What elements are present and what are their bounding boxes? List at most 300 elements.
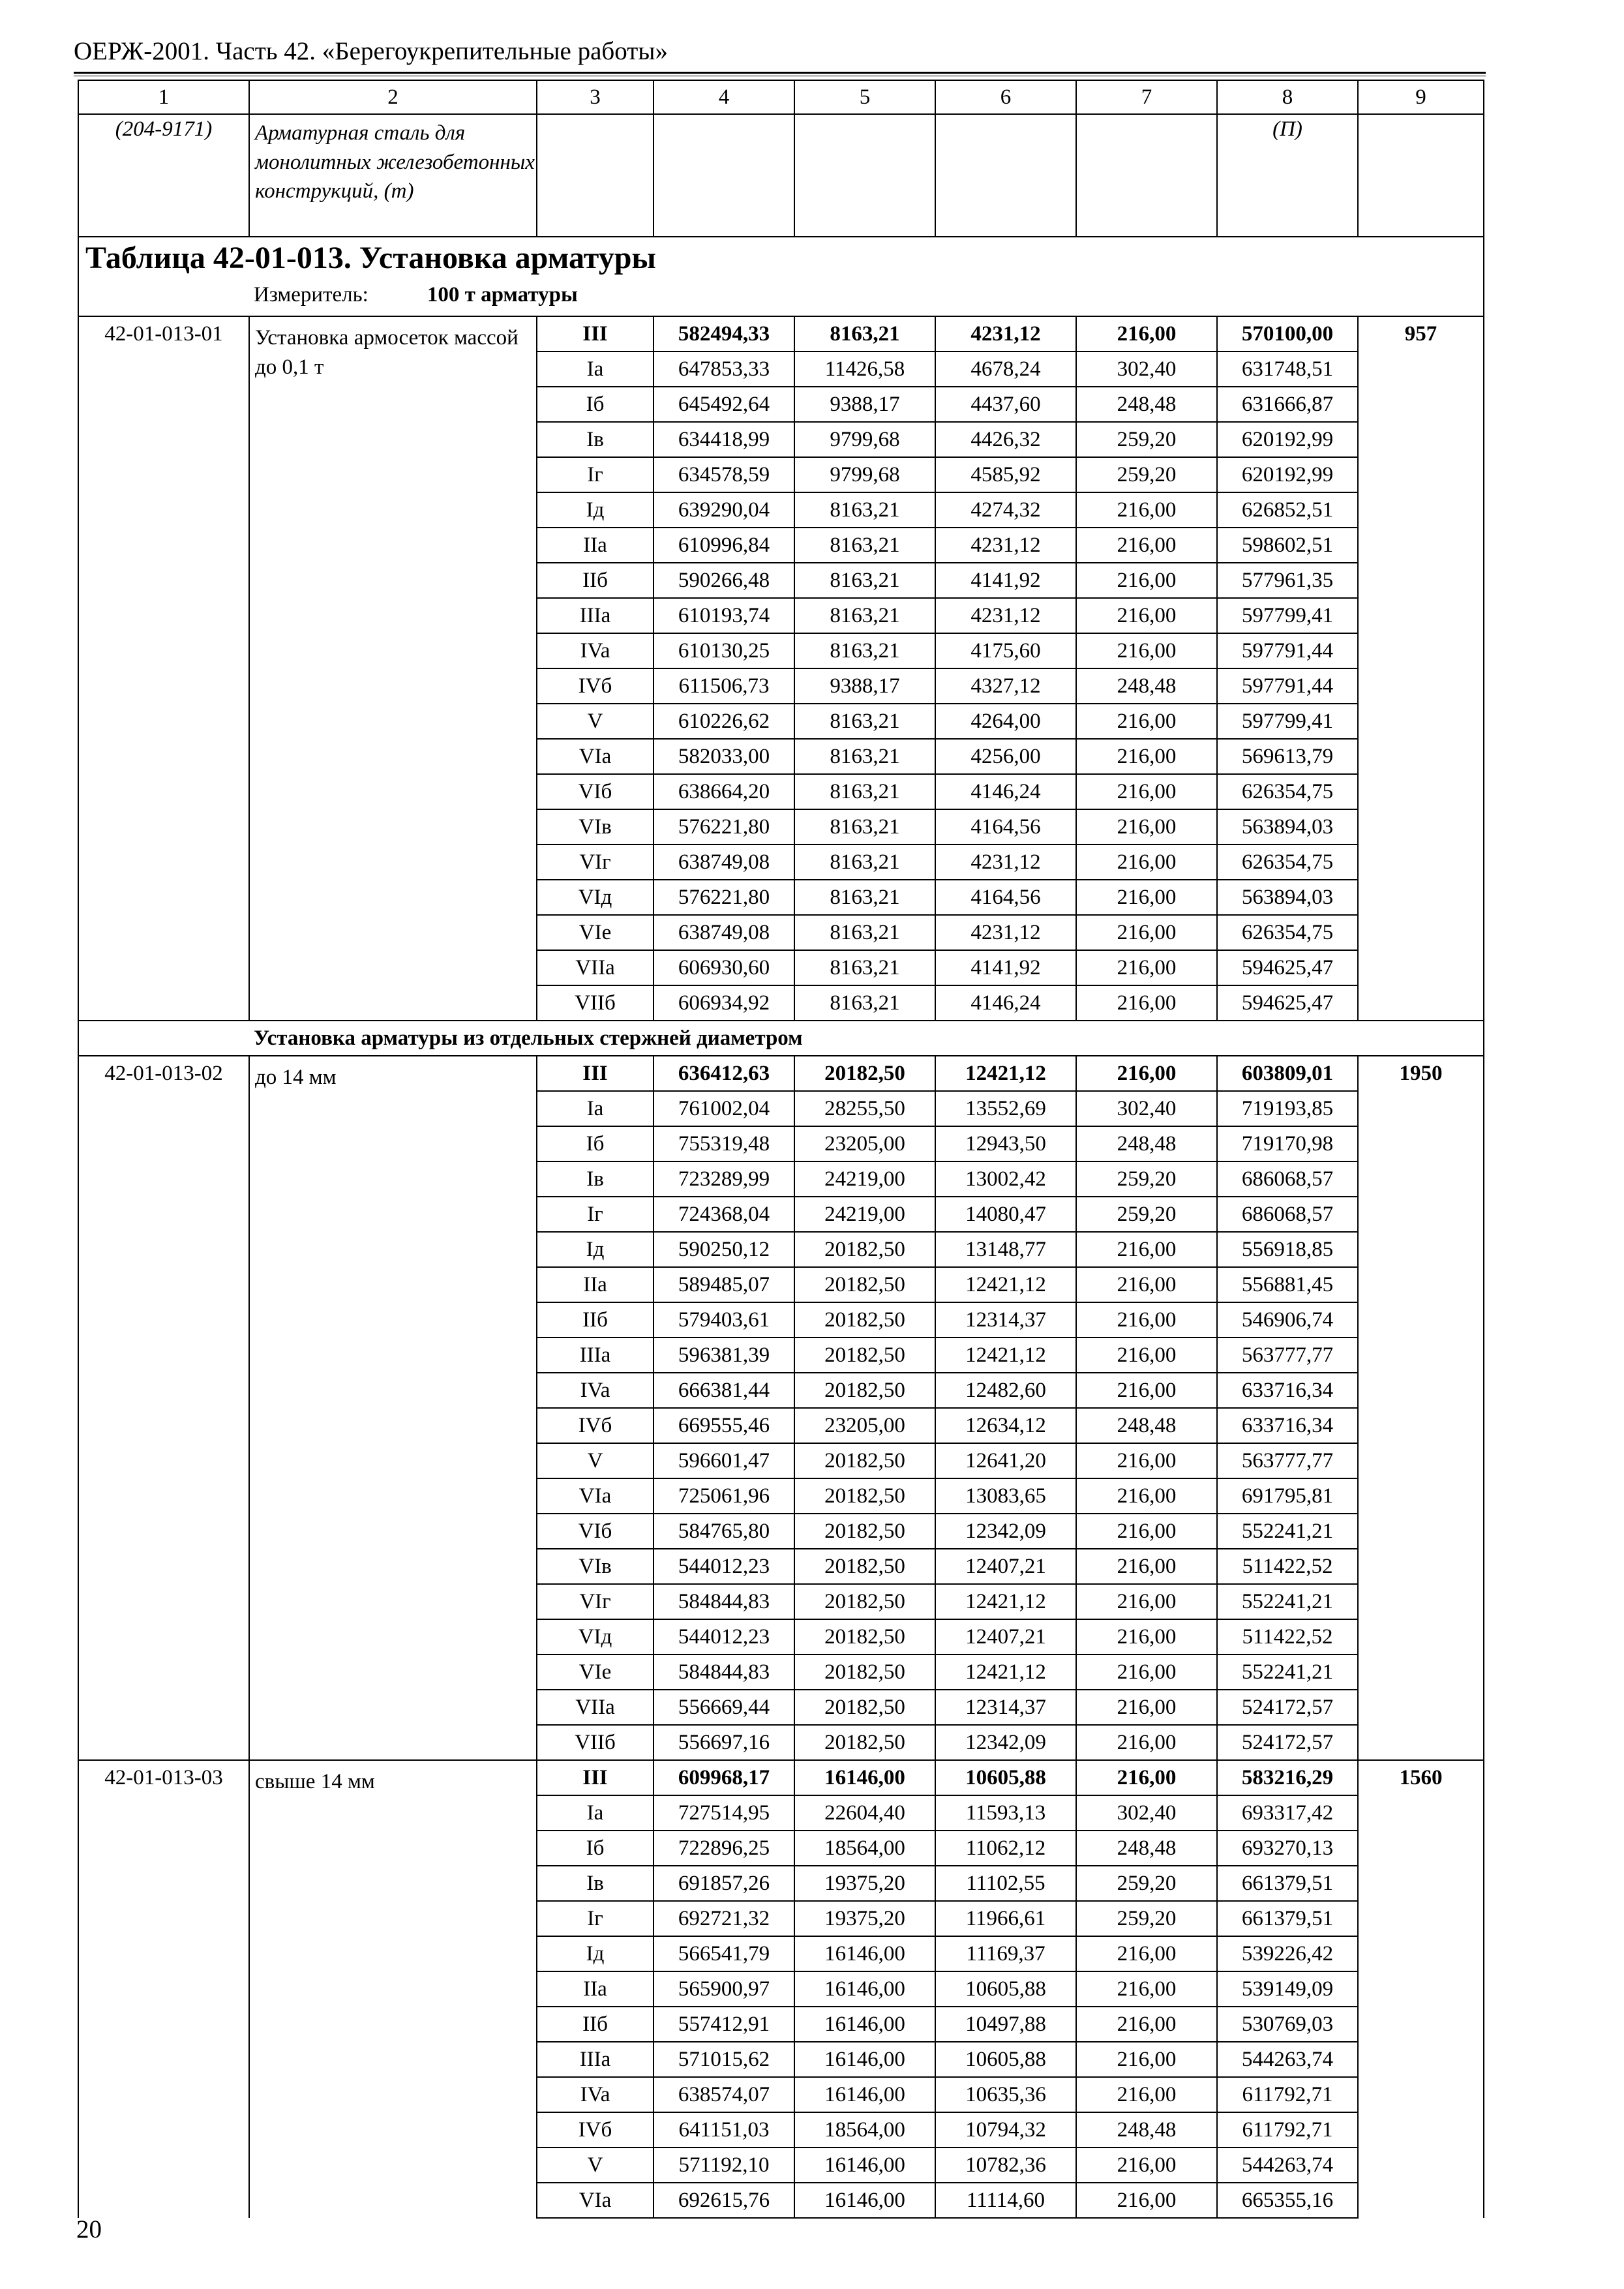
cell-zone: Iг [537, 1197, 654, 1232]
cell-materials: 552241,21 [1217, 1654, 1358, 1690]
cell-total: 645492,64 [654, 387, 794, 422]
cell-wages: 8163,21 [794, 950, 935, 985]
cell-wages: 16146,00 [794, 2007, 935, 2042]
cell-machines: 13552,69 [935, 1091, 1076, 1126]
cell-wages: 16146,00 [794, 1971, 935, 2007]
cell-wages: 8163,21 [794, 528, 935, 563]
cell-operator-wages: 216,00 [1076, 1549, 1217, 1584]
cell-zone: VIa [537, 739, 654, 774]
cell-operator-wages: 216,00 [1076, 1936, 1217, 1971]
cell-operator-wages: 216,00 [1076, 598, 1217, 633]
cell-materials: 719170,98 [1217, 1126, 1358, 1161]
cell-operator-wages: 216,00 [1076, 563, 1217, 598]
cell-wages: 20182,50 [794, 1584, 935, 1619]
cell-materials: 594625,47 [1217, 985, 1358, 1021]
cell-machines: 4327,12 [935, 668, 1076, 704]
cell-wages: 8163,21 [794, 492, 935, 528]
cell-wages: 8163,21 [794, 563, 935, 598]
cell-total: 761002,04 [654, 1091, 794, 1126]
cell-materials: 563894,03 [1217, 880, 1358, 915]
cell-machines: 4231,12 [935, 316, 1076, 352]
cell-operator-wages: 216,00 [1076, 915, 1217, 950]
cell-machines: 12641,20 [935, 1443, 1076, 1478]
cell-machines: 4264,00 [935, 704, 1076, 739]
material-row [78, 114, 1484, 237]
cell-materials: 661379,51 [1217, 1901, 1358, 1936]
cell-operator-wages: 216,00 [1076, 1654, 1217, 1690]
measure-label: Измеритель: [254, 283, 368, 307]
cell-machines: 10605,88 [935, 1760, 1076, 1795]
cell-wages: 20182,50 [794, 1302, 935, 1338]
cell-wages: 8163,21 [794, 809, 935, 845]
cell-machines: 12314,37 [935, 1690, 1076, 1725]
cell-zone: VIд [537, 880, 654, 915]
cell-wages: 20182,50 [794, 1514, 935, 1549]
cell-wages: 28255,50 [794, 1091, 935, 1126]
rate-description: до 14 мм [249, 1056, 537, 1760]
cell-operator-wages: 216,00 [1076, 1725, 1217, 1760]
cell-operator-wages: 216,00 [1076, 1584, 1217, 1619]
cell-operator-wages: 216,00 [1076, 1443, 1217, 1478]
cell-zone: Iд [537, 1936, 654, 1971]
cell-zone: VIIa [537, 1690, 654, 1725]
cell-operator-wages: 259,20 [1076, 1161, 1217, 1197]
cell-zone: Iб [537, 1831, 654, 1866]
cell-materials: 633716,34 [1217, 1373, 1358, 1408]
cell-zone: Ia [537, 352, 654, 387]
cell-zone: V [537, 2147, 654, 2183]
cell-total: 691857,26 [654, 1866, 794, 1901]
cell-total: 610193,74 [654, 598, 794, 633]
cell-operator-wages: 216,00 [1076, 1971, 1217, 2007]
cell-machines: 11966,61 [935, 1901, 1076, 1936]
cell-zone: VIв [537, 1549, 654, 1584]
col-number: 2 [249, 80, 537, 114]
cell-total: 610130,25 [654, 633, 794, 668]
cell-zone: VIIб [537, 985, 654, 1021]
cell-zone: IIб [537, 2007, 654, 2042]
cell-zone: IVa [537, 633, 654, 668]
cell-materials: 539149,09 [1217, 1971, 1358, 2007]
cell-total: 611506,73 [654, 668, 794, 704]
col-number: 6 [935, 80, 1076, 114]
cell-zone: V [537, 704, 654, 739]
cell-machines: 4231,12 [935, 915, 1076, 950]
cell-total: 639290,04 [654, 492, 794, 528]
cell-total: 565900,97 [654, 1971, 794, 2007]
cell-materials: 686068,57 [1217, 1161, 1358, 1197]
cell-total: 589485,07 [654, 1267, 794, 1302]
cell-materials: 597791,44 [1217, 668, 1358, 704]
cell-total: 596381,39 [654, 1338, 794, 1373]
cell-materials: 626852,51 [1217, 492, 1358, 528]
cell-materials: 693270,13 [1217, 1831, 1358, 1866]
cell-zone: Iд [537, 492, 654, 528]
cell-materials: 544263,74 [1217, 2042, 1358, 2077]
cell-total: 647853,33 [654, 352, 794, 387]
cell-machines: 11062,12 [935, 1831, 1076, 1866]
cell-wages: 9388,17 [794, 387, 935, 422]
cell-zone: Iв [537, 422, 654, 457]
cell-wages: 16146,00 [794, 2077, 935, 2112]
cell-wages: 8163,21 [794, 633, 935, 668]
cell-materials: 546906,74 [1217, 1302, 1358, 1338]
material-desc: Арматурная сталь для монолитных железобетонных конструкций, (т) [249, 114, 537, 237]
cell-machines: 4437,60 [935, 387, 1076, 422]
cell-total: 638749,08 [654, 915, 794, 950]
cell-machines: 12421,12 [935, 1056, 1076, 1091]
cell-materials: 563777,77 [1217, 1443, 1358, 1478]
cell-materials: 631666,87 [1217, 387, 1358, 422]
cell-operator-wages: 248,48 [1076, 1831, 1217, 1866]
cell-materials: 719193,85 [1217, 1091, 1358, 1126]
cell-operator-wages: 259,20 [1076, 1901, 1217, 1936]
header-rule [74, 72, 1486, 74]
cell-machines: 14080,47 [935, 1197, 1076, 1232]
cell-zone: VIe [537, 915, 654, 950]
cell-zone: IIa [537, 528, 654, 563]
cell-machines: 12421,12 [935, 1267, 1076, 1302]
price-table [78, 80, 1484, 2219]
cell-materials: 665355,16 [1217, 2183, 1358, 2218]
cell-materials: 556918,85 [1217, 1232, 1358, 1267]
cell-machines: 12421,12 [935, 1338, 1076, 1373]
cell-total: 725061,96 [654, 1478, 794, 1514]
cell-wages: 20182,50 [794, 1725, 935, 1760]
rate-code: 42-01-013-01 [78, 316, 249, 1021]
cell-wages: 8163,21 [794, 598, 935, 633]
cell-wages: 20182,50 [794, 1232, 935, 1267]
cell-machines: 11102,55 [935, 1866, 1076, 1901]
rate-description: свыше 14 мм [249, 1760, 537, 2218]
cell-materials: 563777,77 [1217, 1338, 1358, 1373]
cell-zone: IVa [537, 1373, 654, 1408]
cell-zone: Ia [537, 1795, 654, 1831]
cell-total: 582033,00 [654, 739, 794, 774]
cell-materials: 597799,41 [1217, 704, 1358, 739]
cell-machines: 4426,32 [935, 422, 1076, 457]
cell-operator-wages: 216,00 [1076, 2042, 1217, 2077]
cell-wages: 9799,68 [794, 422, 935, 457]
cell-operator-wages: 216,00 [1076, 809, 1217, 845]
cell-materials: 594625,47 [1217, 950, 1358, 985]
cell-total: 724368,04 [654, 1197, 794, 1232]
cell-materials: 570100,00 [1217, 316, 1358, 352]
rate-description: Установка армосеток массой до 0,1 т [249, 316, 537, 1021]
rate-code: 42-01-013-03 [78, 1760, 249, 2218]
cell-operator-wages: 216,00 [1076, 528, 1217, 563]
cell-machines: 12407,21 [935, 1549, 1076, 1584]
cell-machines: 10794,32 [935, 2112, 1076, 2147]
cell-total: 571192,10 [654, 2147, 794, 2183]
cell-operator-wages: 259,20 [1076, 457, 1217, 492]
measure-value: 100 т арматуры [427, 283, 578, 307]
cell-operator-wages: 302,40 [1076, 352, 1217, 387]
cell-materials: 631748,51 [1217, 352, 1358, 387]
col-number: 3 [537, 80, 654, 114]
cell-machines: 10605,88 [935, 2042, 1076, 2077]
cell-machines: 12421,12 [935, 1654, 1076, 1690]
cell-zone: IIa [537, 1267, 654, 1302]
cell-zone: IVa [537, 2077, 654, 2112]
cell-wages: 8163,21 [794, 845, 935, 880]
cell-machines: 4274,32 [935, 492, 1076, 528]
cell-machines: 4585,92 [935, 457, 1076, 492]
cell-zone: VIг [537, 845, 654, 880]
cell-wages: 8163,21 [794, 915, 935, 950]
col-number: 7 [1076, 80, 1217, 114]
cell-machines: 10497,88 [935, 2007, 1076, 2042]
col-number: 4 [654, 80, 794, 114]
cell-materials: 611792,71 [1217, 2112, 1358, 2147]
cell-machines: 12407,21 [935, 1619, 1076, 1654]
cell-wages: 16146,00 [794, 2042, 935, 2077]
cell-operator-wages: 216,00 [1076, 1056, 1217, 1091]
table-title: Таблица 42-01-013. Установка арматуры [85, 241, 656, 275]
cell-operator-wages: 248,48 [1076, 1408, 1217, 1443]
labor-cost: 1950 [1358, 1056, 1484, 1760]
cell-wages: 8163,21 [794, 774, 935, 809]
column-number-row [78, 80, 1484, 114]
cell-total: 582494,33 [654, 316, 794, 352]
labor-cost: 957 [1358, 316, 1484, 1021]
cell-total: 634418,99 [654, 422, 794, 457]
cell-operator-wages: 259,20 [1076, 422, 1217, 457]
cell-operator-wages: 216,00 [1076, 1267, 1217, 1302]
cell-machines: 10635,36 [935, 2077, 1076, 2112]
cell-total: 556697,16 [654, 1725, 794, 1760]
cell-machines: 4141,92 [935, 563, 1076, 598]
cell-machines: 4164,56 [935, 880, 1076, 915]
cell-zone: III [537, 316, 654, 352]
cell-materials: 633716,34 [1217, 1408, 1358, 1443]
cell-zone: IIIa [537, 1338, 654, 1373]
cell-materials: 626354,75 [1217, 845, 1358, 880]
cell-zone: Iг [537, 1901, 654, 1936]
cell-zone: IIб [537, 1302, 654, 1338]
cell-machines: 12342,09 [935, 1725, 1076, 1760]
cell-zone: Iг [537, 457, 654, 492]
cell-total: 566541,79 [654, 1936, 794, 1971]
cell-machines: 4231,12 [935, 528, 1076, 563]
cell-zone: VIe [537, 1654, 654, 1690]
cell-operator-wages: 216,00 [1076, 985, 1217, 1021]
cell-operator-wages: 248,48 [1076, 387, 1217, 422]
cell-operator-wages: 216,00 [1076, 2077, 1217, 2112]
cell-operator-wages: 216,00 [1076, 1232, 1217, 1267]
cell-zone: VIв [537, 809, 654, 845]
cell-operator-wages: 216,00 [1076, 1760, 1217, 1795]
cell-zone: VIд [537, 1619, 654, 1654]
cell-zone: Ia [537, 1091, 654, 1126]
cell-total: 641151,03 [654, 2112, 794, 2147]
cell-machines: 10605,88 [935, 1971, 1076, 2007]
cell-operator-wages: 216,00 [1076, 1373, 1217, 1408]
cell-zone: VIг [537, 1584, 654, 1619]
cell-operator-wages: 216,00 [1076, 774, 1217, 809]
cell-operator-wages: 216,00 [1076, 1338, 1217, 1373]
labor-cost: 1560 [1358, 1760, 1484, 2218]
cell-total: 576221,80 [654, 880, 794, 915]
cell-total: 638664,20 [654, 774, 794, 809]
cell-machines: 11114,60 [935, 2183, 1076, 2218]
cell-operator-wages: 216,00 [1076, 704, 1217, 739]
col-number: 8 [1217, 80, 1358, 114]
cell-machines: 4256,00 [935, 739, 1076, 774]
table-row [78, 1056, 1484, 1091]
cell-wages: 20182,50 [794, 1690, 935, 1725]
cell-operator-wages: 216,00 [1076, 1514, 1217, 1549]
cell-wages: 8163,21 [794, 316, 935, 352]
cell-operator-wages: 216,00 [1076, 2183, 1217, 2218]
cell-operator-wages: 216,00 [1076, 1302, 1217, 1338]
cell-wages: 16146,00 [794, 1936, 935, 1971]
cell-wages: 19375,20 [794, 1901, 935, 1936]
cell-machines: 13002,42 [935, 1161, 1076, 1197]
cell-wages: 8163,21 [794, 880, 935, 915]
cell-zone: IVб [537, 668, 654, 704]
cell-materials: 597791,44 [1217, 633, 1358, 668]
cell-operator-wages: 216,00 [1076, 739, 1217, 774]
cell-zone: Iд [537, 1232, 654, 1267]
cell-wages: 24219,00 [794, 1197, 935, 1232]
cell-wages: 18564,00 [794, 1831, 935, 1866]
table-title-row [78, 237, 1484, 316]
cell-machines: 12421,12 [935, 1584, 1076, 1619]
cell-wages: 20182,50 [794, 1056, 935, 1091]
cell-zone: III [537, 1056, 654, 1091]
cell-zone: IIб [537, 563, 654, 598]
cell-zone: III [537, 1760, 654, 1795]
cell-wages: 20182,50 [794, 1443, 935, 1478]
cell-operator-wages: 248,48 [1076, 2112, 1217, 2147]
col-number: 1 [78, 80, 249, 114]
cell-machines: 4231,12 [935, 598, 1076, 633]
cell-machines: 10782,36 [935, 2147, 1076, 2183]
cell-materials: 552241,21 [1217, 1584, 1358, 1619]
cell-zone: VIб [537, 1514, 654, 1549]
cell-total: 579403,61 [654, 1302, 794, 1338]
cell-zone: IIIa [537, 2042, 654, 2077]
cell-machines: 12943,50 [935, 1126, 1076, 1161]
cell-materials: 524172,57 [1217, 1725, 1358, 1760]
subsection-row [78, 1021, 1484, 1056]
running-header: ОЕРЖ-2001. Часть 42. «Берегоукрепительные работы» [74, 37, 668, 65]
cell-machines: 4231,12 [935, 845, 1076, 880]
cell-total: 669555,46 [654, 1408, 794, 1443]
cell-machines: 11169,37 [935, 1936, 1076, 1971]
cell-operator-wages: 302,40 [1076, 1091, 1217, 1126]
cell-total: 544012,23 [654, 1549, 794, 1584]
cell-total: 610996,84 [654, 528, 794, 563]
cell-machines: 12342,09 [935, 1514, 1076, 1549]
cell-machines: 11593,13 [935, 1795, 1076, 1831]
cell-materials: 626354,75 [1217, 915, 1358, 950]
cell-wages: 8163,21 [794, 739, 935, 774]
cell-total: 584844,83 [654, 1584, 794, 1619]
cell-materials: 577961,35 [1217, 563, 1358, 598]
cell-wages: 24219,00 [794, 1161, 935, 1197]
cell-total: 571015,62 [654, 2042, 794, 2077]
cell-materials: 661379,51 [1217, 1866, 1358, 1901]
cell-materials: 552241,21 [1217, 1514, 1358, 1549]
cell-operator-wages: 216,00 [1076, 2147, 1217, 2183]
cell-wages: 20182,50 [794, 1338, 935, 1373]
cell-operator-wages: 302,40 [1076, 1795, 1217, 1831]
cell-zone: IIa [537, 1971, 654, 2007]
cell-total: 723289,99 [654, 1161, 794, 1197]
table-row [78, 1760, 1484, 1795]
cell-total: 610226,62 [654, 704, 794, 739]
cell-zone: Iб [537, 1126, 654, 1161]
cell-wages: 23205,00 [794, 1126, 935, 1161]
table-row [78, 316, 1484, 352]
cell-machines: 4146,24 [935, 774, 1076, 809]
cell-wages: 16146,00 [794, 2147, 935, 2183]
cell-materials: 691795,81 [1217, 1478, 1358, 1514]
cell-wages: 20182,50 [794, 1549, 935, 1584]
cell-wages: 20182,50 [794, 1619, 935, 1654]
cell-materials: 603809,01 [1217, 1056, 1358, 1091]
cell-wages: 16146,00 [794, 2183, 935, 2218]
cell-materials: 511422,52 [1217, 1619, 1358, 1654]
cell-operator-wages: 259,20 [1076, 1197, 1217, 1232]
cell-materials: 686068,57 [1217, 1197, 1358, 1232]
cell-zone: Iв [537, 1866, 654, 1901]
cell-zone: IIIa [537, 598, 654, 633]
cell-total: 584844,83 [654, 1654, 794, 1690]
cell-wages: 8163,21 [794, 704, 935, 739]
cell-machines: 4146,24 [935, 985, 1076, 1021]
cell-operator-wages: 216,00 [1076, 880, 1217, 915]
cell-operator-wages: 216,00 [1076, 1690, 1217, 1725]
cell-materials: 563894,03 [1217, 809, 1358, 845]
cell-zone: IVб [537, 1408, 654, 1443]
cell-wages: 20182,50 [794, 1478, 935, 1514]
cell-machines: 12482,60 [935, 1373, 1076, 1408]
cell-total: 722896,25 [654, 1831, 794, 1866]
cell-operator-wages: 216,00 [1076, 1619, 1217, 1654]
cell-materials: 620192,99 [1217, 422, 1358, 457]
cell-materials: 693317,42 [1217, 1795, 1358, 1831]
cell-materials: 611792,71 [1217, 2077, 1358, 2112]
cell-total: 692721,32 [654, 1901, 794, 1936]
cell-materials: 524172,57 [1217, 1690, 1358, 1725]
cell-machines: 13148,77 [935, 1232, 1076, 1267]
cell-total: 638574,07 [654, 2077, 794, 2112]
cell-wages: 9388,17 [794, 668, 935, 704]
cell-operator-wages: 259,20 [1076, 1866, 1217, 1901]
cell-materials: 539226,42 [1217, 1936, 1358, 1971]
cell-total: 544012,23 [654, 1619, 794, 1654]
cell-machines: 4678,24 [935, 352, 1076, 387]
cell-total: 606934,92 [654, 985, 794, 1021]
cell-machines: 4175,60 [935, 633, 1076, 668]
cell-wages: 19375,20 [794, 1866, 935, 1901]
cell-zone: IVб [537, 2112, 654, 2147]
cell-zone: Iв [537, 1161, 654, 1197]
cell-total: 727514,95 [654, 1795, 794, 1831]
cell-operator-wages: 216,00 [1076, 492, 1217, 528]
cell-total: 590250,12 [654, 1232, 794, 1267]
cell-materials: 597799,41 [1217, 598, 1358, 633]
cell-zone: VIIб [537, 1725, 654, 1760]
cell-total: 755319,48 [654, 1126, 794, 1161]
subsection-title: Установка арматуры из отдельных стержней диаметром [78, 1021, 1484, 1056]
cell-operator-wages: 216,00 [1076, 1478, 1217, 1514]
cell-wages: 20182,50 [794, 1373, 935, 1408]
cell-machines: 13083,65 [935, 1478, 1076, 1514]
